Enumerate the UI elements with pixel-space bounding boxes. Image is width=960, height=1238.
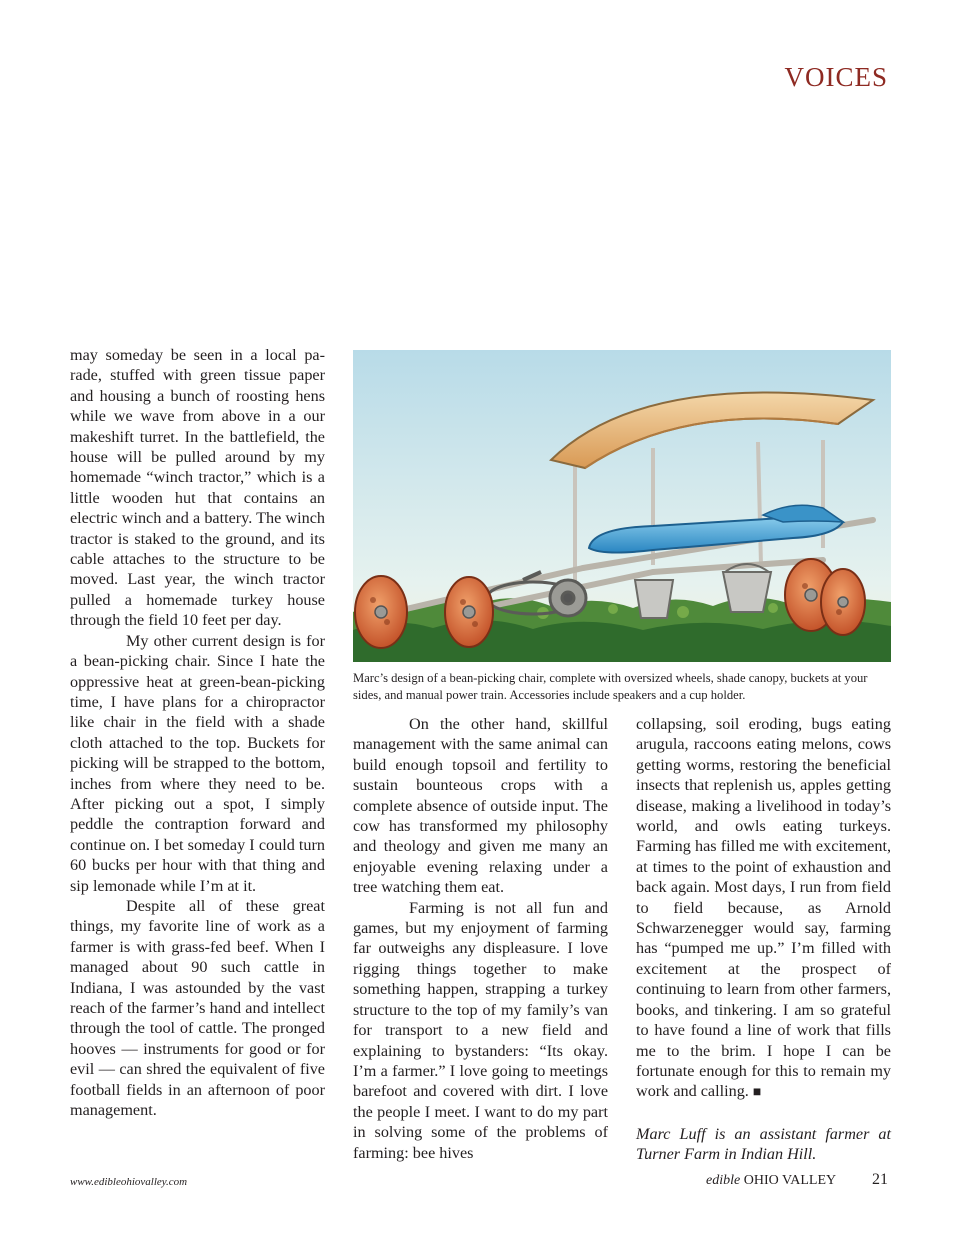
end-mark: ■ [752, 1085, 762, 1101]
article-column-2 [353, 714, 608, 1163]
page-number: 21 [872, 1171, 888, 1188]
section-label: VOICES [784, 62, 888, 92]
author-bio: Marc Luff is an assistant farmer at Turner Farm in Indian Hill. [636, 1124, 891, 1164]
magazine-prefix: edible [706, 1173, 741, 1188]
footer-magazine-name [706, 1173, 836, 1189]
article-column-3 [636, 714, 891, 1165]
paragraph: My other current design is for a bean-picking chair. Since I hate the oppressive heat at green-bean-picking time, I have plans for a chiropractor like chair in the field with a shade cloth attached to the top. Buckets for picking will be strapped to the bottom, inches from where they need to be. After picking out a spot, I simply peddle the contraption forward and continue on. I bet someday I could turn 60 bucks per hour with that thing and sip lemonade while I’m at it. [70, 631, 325, 895]
paragraph: On the other hand, skillful management with the same animal can build enough topsoil and fertility to sustain bounteous crops with a complete absence of outside input. The cow has transformed my philosophy and theology and given me many an enjoyable evening relaxing under a tree watching them eat. [353, 715, 608, 897]
article-column-1 [70, 345, 325, 1120]
paragraph: Despite all of these great things, my favorite line of work as a farmer is with grass-fed beef. When I managed about 90 such cattle in Indiana, I was astounded by the vast reach of the farmer’s hand and intellect through the tool of cattle. The pronged hooves — instruments for good or for evil — can shred the equivalent of five football fields in an afternoon of poor management. [70, 896, 325, 1120]
magazine-title: OHIO VALLEY [743, 1173, 837, 1188]
paragraph-text: collapsing, soil eroding, bugs eating arugula, raccoons eating melons, cows getting worms, restoring the beneficial insects that replenish us, apples getting disease, making a livelihood in today’s world, and owls eating turkeys. Farming has filled me with excitement, at times to the point of exhaustion and back again. Most days, I run from field to field because, as Arnold Schwarzenegger would say, farming has “pumped me up.” I’m filled with excitement at the prospect of continuing to learn from other farmers, books, and tinkering. I am so grateful to have found a line of work that fills me to the brim. I hope I can be fortunate enough for this to remain my work and calling. [636, 715, 891, 1101]
bean-picking-chair-illustration [353, 350, 891, 662]
figure-caption: Marc’s design of a bean-picking chair, complete with oversized wheels, shade canopy, buckets at your sides, and manual power train. Accessories include speakers and a cup holder. [353, 671, 868, 702]
paragraph [636, 714, 891, 1104]
footer-website: www.edibleohiovalley.com [70, 1176, 188, 1188]
paragraph: Farming is not all fun and games, but my enjoyment of farming far outweighs any displeasure. I love rigging things together to make something happen, strapping a turkey structure to the top of my family’s van for transport to a new field and explaining to bystanders: “Its okay. I’m a farmer.” I love going to meetings barefoot and covered with dirt. I love the people I meet. I want to do my part in solving some of the problems of farming: bee hives [353, 898, 608, 1162]
paragraph: may someday be seen in a local parade, stuffed with green tissue paper and housing a bunch of roosting hens while we wave from above in a our makeshift turret. In the battlefield, the house will be pulled around by my homemade “winch tractor,” which is a little wooden hut that contains an electric winch and a battery. The winch tractor is staked to the ground, and its cable attaches to the structure to be moved. Last year, the winch tractor pulled a homemade turkey house through the field 10 feet per day. [70, 346, 325, 630]
